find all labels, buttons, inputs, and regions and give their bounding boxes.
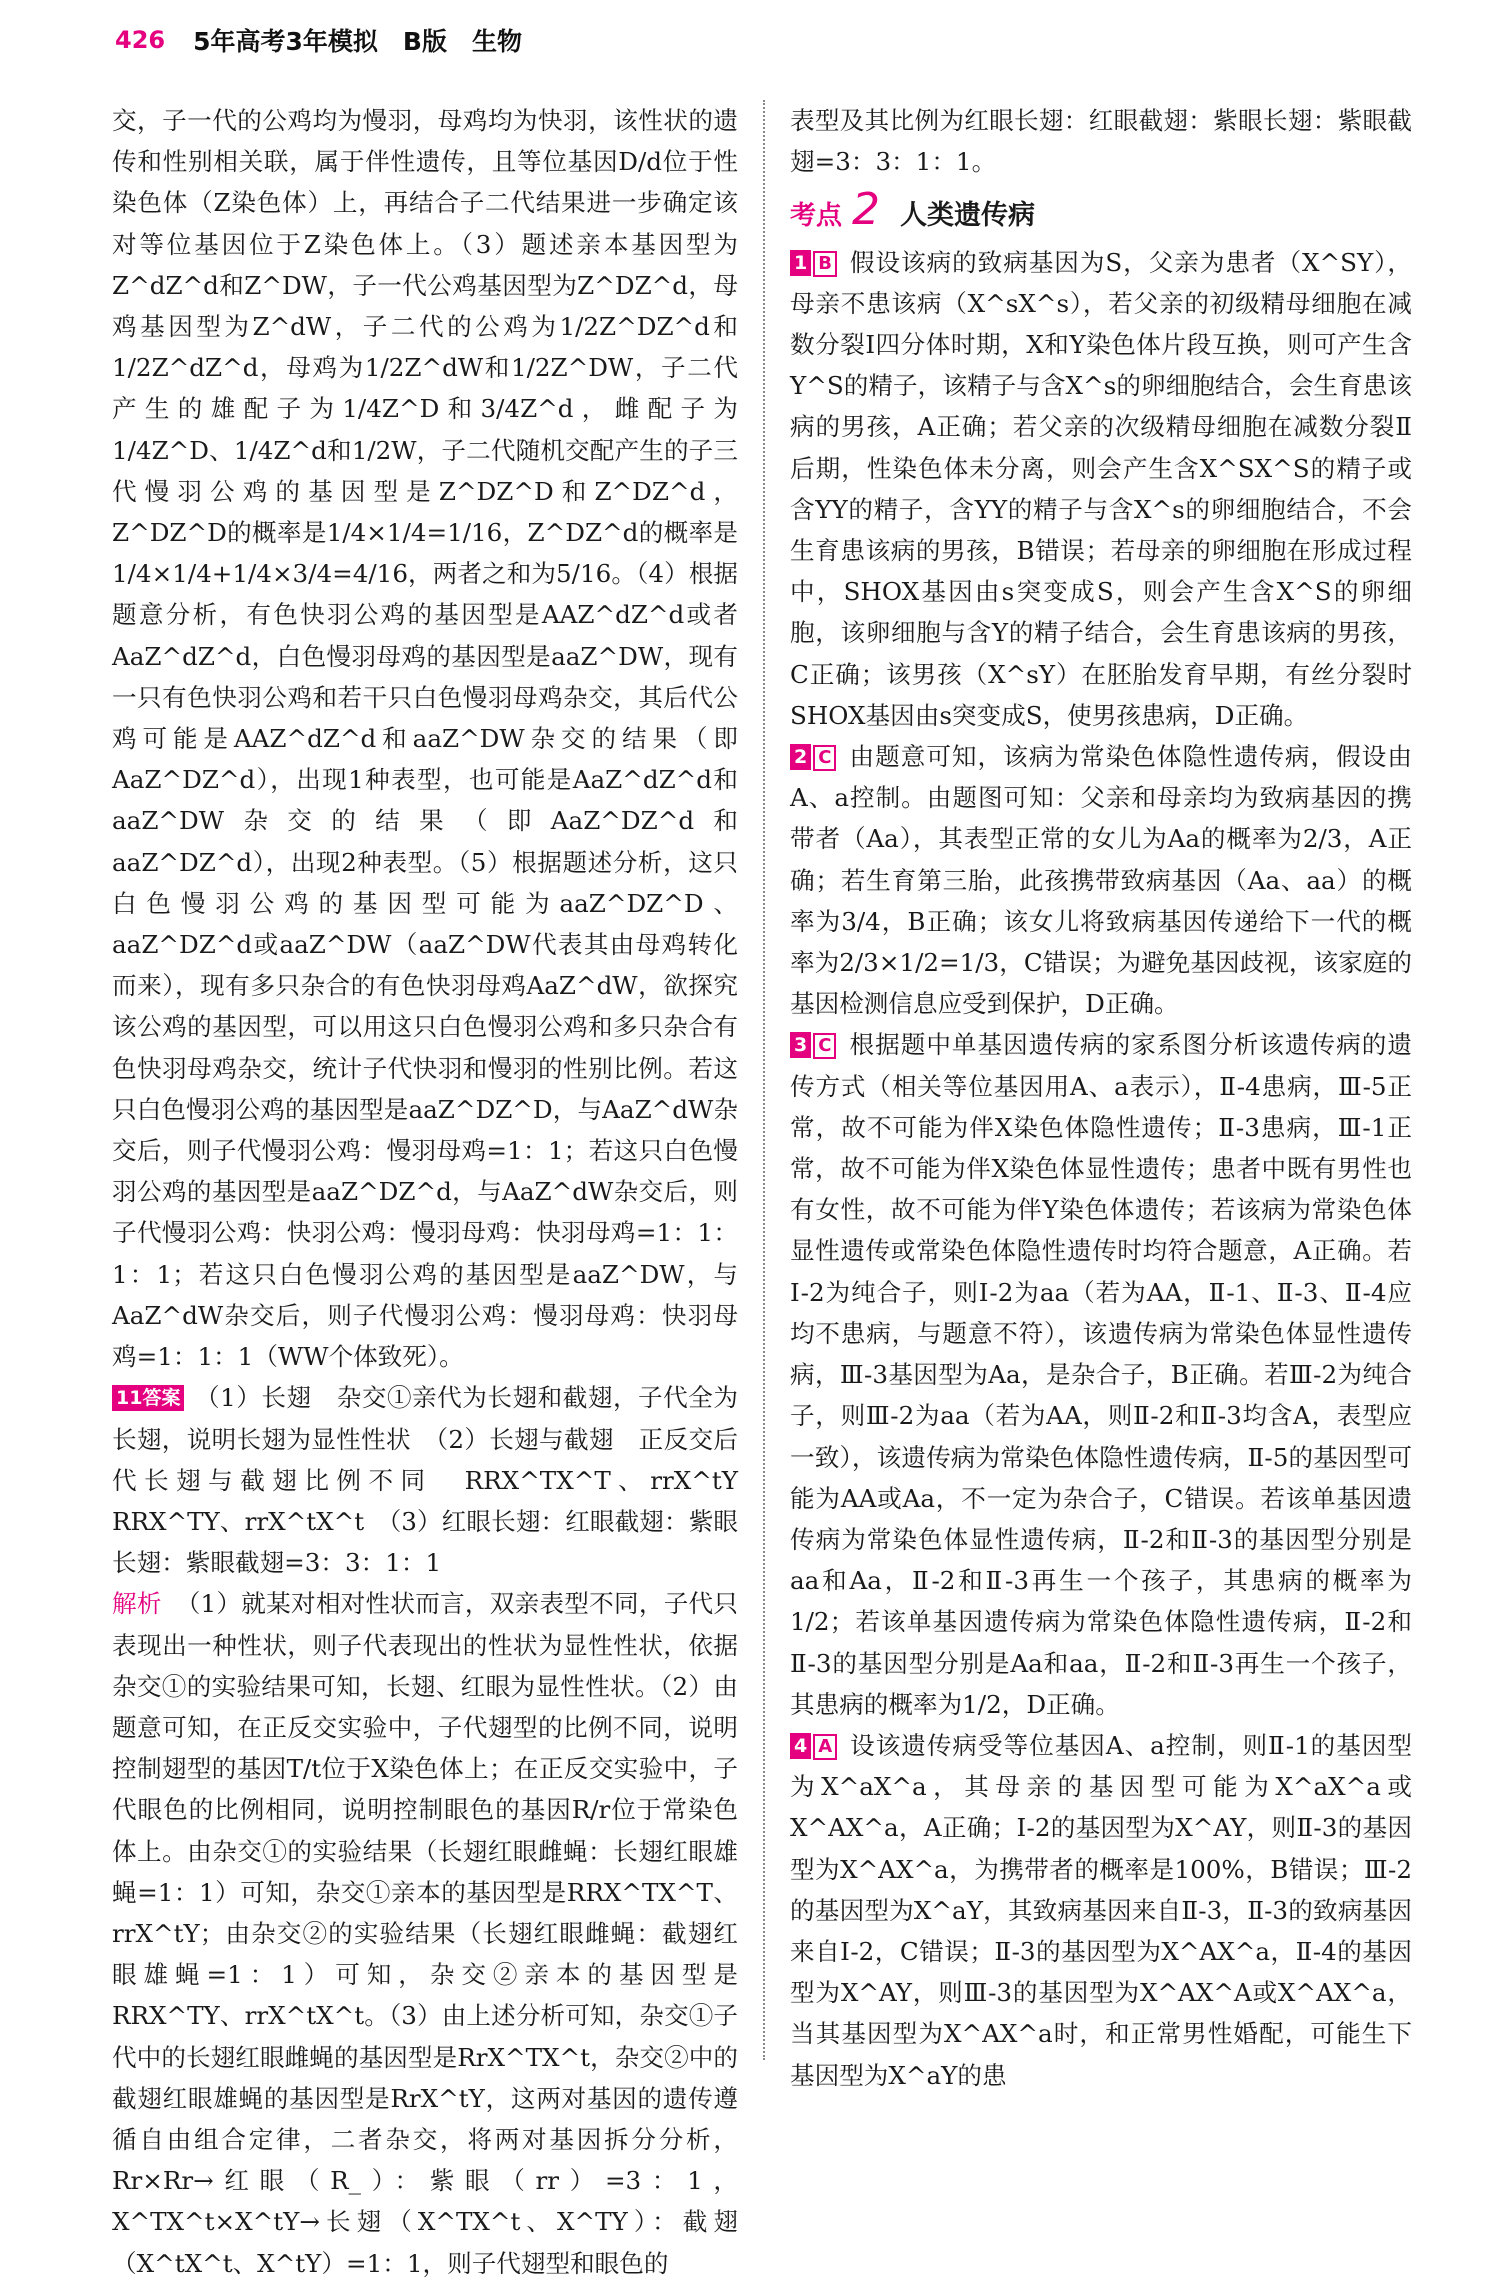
left-column bbox=[112, 100, 763, 2284]
answer-box: C bbox=[813, 1033, 836, 1059]
topic-number: 2 bbox=[852, 184, 881, 236]
paragraph: 表型及其比例为红眼长翅：红眼截翅：紫眼长翅：紫眼截翅=3：3：1：1。 bbox=[790, 106, 1412, 177]
question-1 bbox=[790, 242, 1412, 736]
answer-text: （1）长翅 杂交①亲代为长翅和截翅，子代全为长翅，说明长翅为显性性状 （2）长翅与截翅 正反交后代长翅与截翅比例不同 RRX^TX^T、rrX^tY RRX^TY、rrX^tX^t （3）红眼长翅：红眼截翅：紫眼长翅：紫眼截翅=3：3：1：1 bbox=[112, 1383, 763, 1578]
section-heading bbox=[790, 184, 1412, 237]
right-column bbox=[790, 100, 1412, 2096]
question-11-answer bbox=[112, 1377, 763, 1583]
page-number: 426 bbox=[115, 26, 166, 54]
answer-box: C bbox=[813, 745, 836, 771]
question-3 bbox=[790, 1024, 1412, 1724]
analysis bbox=[112, 1583, 738, 2283]
answer-box: A bbox=[813, 1734, 837, 1760]
question-text: 假设该病的致病基因为S，父亲为患者（X^SY），母亲不患该病（X^sX^s），若父亲的初级精母细胞在减数分裂Ⅰ四分体时期，X和Y染色体片段互换，则可产生含Y^S的精子，该精子与含X^s的卵细胞结合，会生育患该病的男孩，A正确；若父亲的次级精母细胞在减数分裂Ⅱ后期，性染色体未分离，则会产生含X^SX^S的精子或含YY的精子，含YY的精子与含X^s的卵细胞结合，不会生育患该病的男孩，B错误；若母亲的卵细胞在形成过程中，SHOX基因由s突变成S，则会产生含X^S的卵细胞，该卵细胞与含Y的精子结合，会生育患该病的男孩，C正确；该男孩（X^sY）在胚胎发育早期，有丝分裂时SHOX基因由s突变成S，使男孩患病，D正确。 bbox=[790, 247, 1412, 730]
analysis-label: 解析 bbox=[112, 1589, 162, 1619]
analysis-text: （1）就某对相对性状而言，双亲表型不同，子代只表现出一种性状，则子代表现出的性状为显性性状，依据杂交①的实验结果可知，长翅、红眼为显性性状。（2）由题意可知，在正反交实验中，子代翅型的比例不同，说明控制翅型的基因T/t位于X染色体上；在正反交实验中，子代眼色的比例相同，说明控制眼色的基因R/r位于常染色体上。由杂交①的实验结果（长翅红眼雌蝇：长翅红眼雄蝇=1：1）可知，杂交①亲本的基因型是RRX^TX^T、rrX^tY；由杂交②的实验结果（长翅红眼雌蝇：截翅红眼雄蝇=1：1）可知，杂交②亲本的基因型是RRX^TY、rrX^tX^t。（3）由上述分析可知，杂交①子代中的长翅红眼雌蝇的基因型是RrX^TX^t，杂交②中的截翅红眼雄蝇的基因型是RrX^tY，这两对基因的遗传遵循自由组合定律，二者杂交，将两对基因拆分分析，Rr×Rr→红眼（R_）：紫眼（rr）=3：1，X^TX^t×X^tY→长翅（X^TX^t、X^TY）：截翅（X^tX^t、X^tY）=1：1，则子代翅型和眼色的 bbox=[112, 1589, 738, 2278]
topic-label: 考点 bbox=[790, 201, 843, 232]
page-header bbox=[115, 18, 522, 62]
question-number-badge: 2 bbox=[790, 744, 811, 770]
question-2 bbox=[790, 736, 1412, 1024]
question-text: 根据题中单基因遗传病的家系图分析该遗传病的遗传方式（相关等位基因用A、a表示），Ⅱ-4患病，Ⅲ-5正常，故不可能为伴X染色体隐性遗传；Ⅱ-3患病，Ⅲ-1正常，故不可能为伴X染色体显性遗传；患者中既有男性也有女性，故不可能为伴Y染色体遗传；若该病为常染色体显性遗传或常染色体隐性遗传时均符合题意，A正确。若Ⅰ-2为纯合子，则Ⅰ-2为aa（若为AA，Ⅱ-1、Ⅱ-3、Ⅱ-4应均不患病，与题意不符），该遗传病为常染色体显性遗传病，Ⅲ-3基因型为Aa，是杂合子，B正确。若Ⅲ-2为纯合子，则Ⅲ-2为aa（若为AA，则Ⅱ-2和Ⅱ-3均含A，表型应一致），该遗传病为常染色体隐性遗传病，Ⅱ-5的基因型可能为AA或Aa，不一定为杂合子，C错误。若该单基因遗传病为常染色体显性遗传病，Ⅱ-2和Ⅱ-3的基因型分别是aa和Aa，Ⅱ-2和Ⅱ-3再生一个孩子，其患病的概率为1/2；若该单基因遗传病为常染色体隐性遗传病，Ⅱ-2和Ⅱ-3的基因型分别是Aa和aa，Ⅱ-2和Ⅱ-3再生一个孩子，其患病的概率为1/2，D正确。 bbox=[790, 1030, 1412, 1719]
question-number: 11 bbox=[116, 1387, 143, 1410]
answer-box: B bbox=[813, 251, 837, 277]
column-divider bbox=[763, 100, 765, 2060]
question-number-badge: 1 bbox=[790, 250, 811, 276]
question-text: 由题意可知，该病为常染色体隐性遗传病，假设由A、a控制。由题图可知：父亲和母亲均为致病基因的携带者（Aa），其表型正常的女儿为Aa的概率为2/3，A正确；若生育第三胎，此孩携带致病基因（Aa、aa）的概率为3/4，B正确；该女儿将致病基因传递给下一代的概率为2/3×1/2=1/3，C错误；为避免基因歧视，该家庭的基因检测信息应受到保护，D正确。 bbox=[790, 742, 1412, 1019]
paragraph: 交，子一代的公鸡均为慢羽，母鸡均为快羽，该性状的遗传和性别相关联，属于伴性遗传，且等位基因D/d位于性染色体（Z染色体）上，再结合子二代结果进一步确定该对等位基因位于Z染色体上。（3）题述亲本基因型为Z^dZ^d和Z^DW，子一代公鸡基因型为Z^DZ^d，母鸡基因型为Z^dW，子二代的公鸡为1/2Z^DZ^d和1/2Z^dZ^d，母鸡为1/2Z^dW和1/2Z^DW，子二代产生的雄配子为1/4Z^D和3/4Z^d，雌配子为1/4Z^D、1/4Z^d和1/2W，子二代随机交配产生的子三代慢羽公鸡的基因型是Z^DZ^D和Z^DZ^d，Z^DZ^D的概率是1/4×1/4=1/16，Z^DZ^d的概率是1/4×1/4+1/4×3/4=4/16，两者之和为5/16。（4）根据题意分析，有色快羽公鸡的基因型是AAZ^dZ^d或者AaZ^dZ^d，白色慢羽母鸡的基因型是aaZ^DW，现有一只有色快羽公鸡和若干只白色慢羽母鸡杂交，其后代公鸡可能是AAZ^dZ^d和aaZ^DW杂交的结果（即AaZ^DZ^d），出现1种表型，也可能是AaZ^dZ^d和aaZ^DW杂交的结果（即AaZ^DZ^d和aaZ^DZ^d），出现2种表型。（5）根据题述分析，这只白色慢羽公鸡的基因型可能为aaZ^DZ^D、aaZ^DZ^d或aaZ^DW（aaZ^DW代表其由母鸡转化而来），现有多只杂合的有色快羽母鸡AaZ^dW，欲探究该公鸡的基因型，可以用这只白色慢羽公鸡和多只杂合有色快羽母鸡杂交，统计子代快羽和慢羽的性别比例。若这只白色慢羽公鸡的基因型是aaZ^DZ^D，与AaZ^dW杂交后，则子代慢羽公鸡：慢羽母鸡=1：1；若这只白色慢羽公鸡的基因型是aaZ^DZ^d，与AaZ^dW杂交后，则子代慢羽公鸡：快羽公鸡：慢羽母鸡：快羽母鸡=1：1：1：1；若这只白色慢羽公鸡的基因型是aaZ^DW，与AaZ^dW杂交后，则子代慢羽公鸡：慢羽母鸡：快羽母鸡=1：1：1（WW个体致死）。 bbox=[112, 106, 738, 1372]
question-number-badge: 4 bbox=[790, 1733, 811, 1759]
answer-label: 答案 bbox=[142, 1387, 181, 1410]
question-4 bbox=[790, 1725, 1412, 2096]
topic-title: 人类遗传病 bbox=[900, 200, 1036, 232]
question-number-badge bbox=[112, 1385, 184, 1411]
book-title: 5年高考3年模拟 B版 生物 bbox=[193, 27, 522, 56]
question-number-badge: 3 bbox=[790, 1032, 811, 1058]
question-text: 设该遗传病受等位基因A、a控制，则Ⅱ-1的基因型为X^aX^a，其母亲的基因型可能为X^aX^a或X^AX^a，A正确；Ⅰ-2的基因型为X^AY，则Ⅱ-3的基因型为X^AX^a，为携带者的概率是100%，B错误；Ⅲ-2的基因型为X^aY，其致病基因来自Ⅱ-3，Ⅱ-3的致病基因来自Ⅰ-2，C错误；Ⅱ-3的基因型为X^AX^a，Ⅱ-4的基因型为X^AY，则Ⅲ-3的基因型为X^AX^A或X^AX^a，当其基因型为X^AX^a时，和正常男性婚配，可能生下基因型为X^aY的患 bbox=[790, 1730, 1412, 2090]
